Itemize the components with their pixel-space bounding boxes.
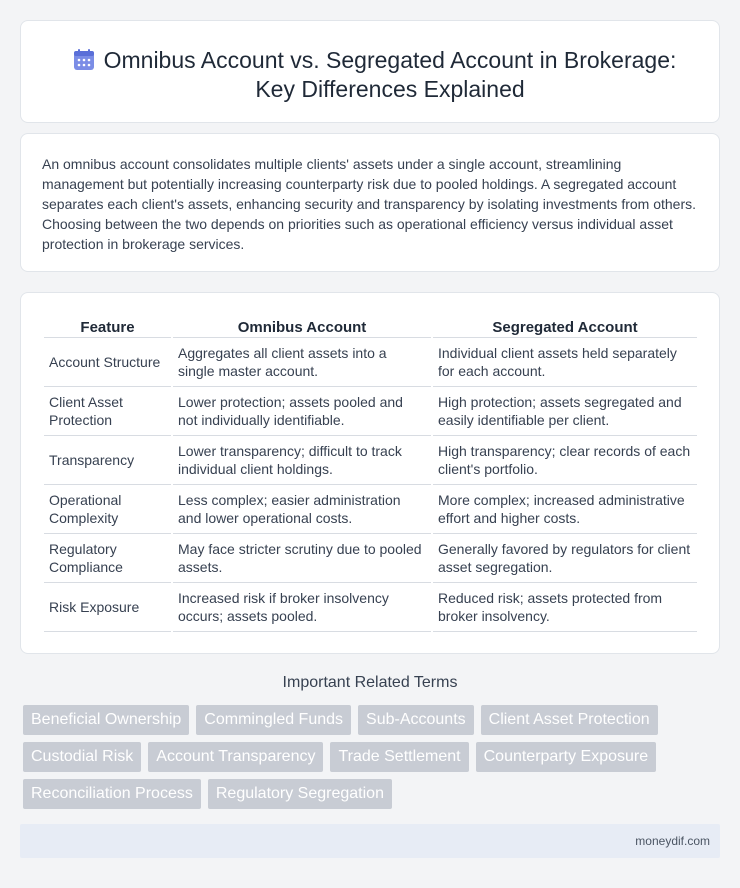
footer — [20, 824, 720, 858]
table-header-row — [44, 316, 697, 338]
term-tag[interactable]: Beneficial Ownership — [23, 705, 189, 735]
omnibus-cell: Lower transparency; difficult to track individual client holdings. — [173, 436, 431, 485]
feature-cell: Regulatory Compliance — [44, 534, 171, 583]
omnibus-cell: Increased risk if broker insolvency occurs; assets pooled. — [173, 583, 431, 632]
footer-site[interactable]: moneydif.com — [635, 834, 710, 848]
intro-paragraph: An omnibus account consolidates multiple clients' assets under a single account, streamlining management but potentially increasing counterparty risk due to pooled holdings. A segregated account separates each client's assets, enhancing security and transparency by isolating investments from others. Choosing between the two depends on priorities such as operational efficiency versus individual asset protection in brokerage services. — [42, 156, 697, 252]
feature-cell: Risk Exposure — [44, 583, 171, 632]
term-tag[interactable]: Counterparty Exposure — [476, 742, 657, 772]
segregated-cell: More complex; increased administrative effort and higher costs. — [433, 485, 697, 534]
term-tag[interactable]: Trade Settlement — [330, 742, 468, 772]
term-tag[interactable]: Account Transparency — [148, 742, 323, 772]
feature-cell: Account Structure — [44, 338, 171, 387]
header-omnibus: Omnibus Account — [173, 316, 431, 338]
segregated-cell: Reduced risk; assets protected from broker insolvency. — [433, 583, 697, 632]
term-tag[interactable]: Custodial Risk — [23, 742, 141, 772]
title-card — [20, 20, 720, 123]
table-row — [44, 534, 697, 583]
omnibus-cell: Aggregates all client assets into a single master account. — [173, 338, 431, 387]
feature-cell: Client Asset Protection — [44, 387, 171, 436]
table-row — [44, 338, 697, 387]
term-tag[interactable]: Client Asset Protection — [481, 705, 658, 735]
table-row — [44, 485, 697, 534]
table-row — [44, 387, 697, 436]
table-row — [44, 583, 697, 632]
segregated-cell: High transparency; clear records of each client's portfolio. — [433, 436, 697, 485]
term-tag[interactable]: Commingled Funds — [196, 705, 351, 735]
segregated-cell: Generally favored by regulators for client asset segregation. — [433, 534, 697, 583]
term-tag[interactable]: Sub-Accounts — [358, 705, 474, 735]
header-feature: Feature — [44, 316, 171, 338]
omnibus-cell: Lower protection; assets pooled and not individually identifiable. — [173, 387, 431, 436]
table-row — [44, 436, 697, 485]
term-tag[interactable]: Reconciliation Process — [23, 779, 201, 809]
intro-card — [20, 133, 720, 272]
feature-cell: Transparency — [44, 436, 171, 485]
omnibus-cell: May face stricter scrutiny due to pooled assets. — [173, 534, 431, 583]
related-terms-list — [23, 705, 723, 809]
segregated-cell: High protection; assets segregated and easily identifiable per client. — [433, 387, 697, 436]
segregated-cell: Individual client assets held separately for each account. — [433, 338, 697, 387]
term-tag[interactable]: Regulatory Segregation — [208, 779, 392, 809]
related-terms-heading: Important Related Terms — [282, 674, 458, 691]
comparison-table — [42, 316, 699, 632]
header-segregated: Segregated Account — [433, 316, 697, 338]
omnibus-cell: Less complex; easier administration and lower operational costs. — [173, 485, 431, 534]
page-title: Omnibus Account vs. Segregated Account in Brokerage: Key Differences Explained — [103, 47, 677, 102]
comparison-card — [20, 292, 720, 654]
feature-cell: Operational Complexity — [44, 485, 171, 534]
